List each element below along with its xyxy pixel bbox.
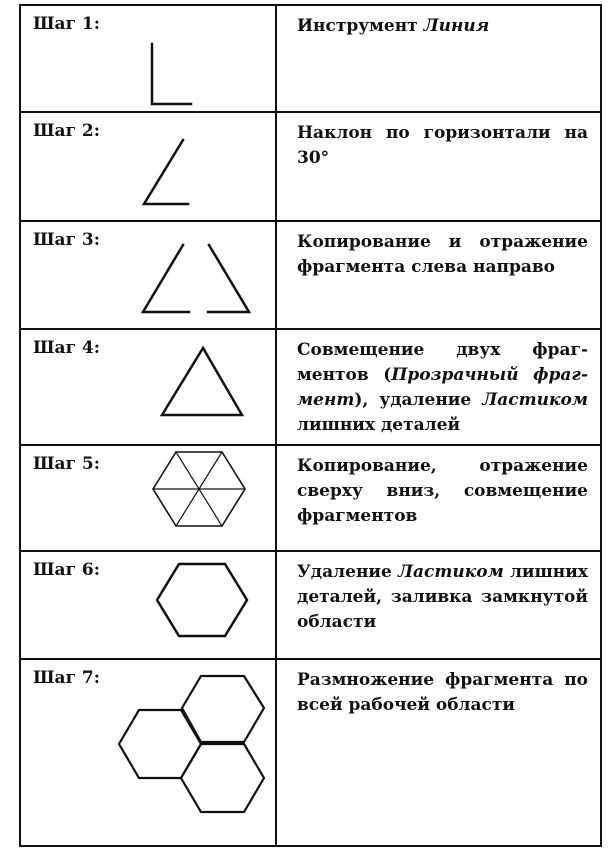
step-desc-2 bbox=[276, 112, 601, 221]
description-text: Копирование, отражение сверху вниз, совмещение фрагментов bbox=[297, 456, 588, 526]
description-text: Инструмент bbox=[297, 16, 424, 36]
hexagon-with-triangles-figure bbox=[21, 446, 275, 552]
step-row-1 bbox=[20, 5, 601, 112]
step-desc-6 bbox=[276, 551, 601, 659]
italic-term: Прозрачный фрагмент bbox=[297, 365, 588, 410]
step-row-7 bbox=[20, 659, 601, 846]
step-figure-cell-1 bbox=[20, 5, 276, 112]
step-label-7: Шаг 7: bbox=[33, 668, 101, 688]
step-desc-3 bbox=[276, 221, 601, 329]
description-text: Размножение фрагмента по всей рабочей области bbox=[297, 670, 588, 715]
steps-table bbox=[19, 4, 602, 847]
step-label-1: Шаг 1: bbox=[33, 14, 101, 34]
step-figure-cell-3 bbox=[20, 221, 276, 329]
step-figure-cell-7 bbox=[20, 659, 276, 846]
step-desc-1 bbox=[276, 5, 601, 112]
step-label-5: Шаг 5: bbox=[33, 454, 101, 474]
hexagon-figure bbox=[21, 552, 275, 660]
step-row-5 bbox=[20, 445, 601, 551]
step-label-6: Шаг 6: bbox=[33, 560, 101, 580]
tilted-line-figure bbox=[21, 113, 275, 222]
description-text: Удаление bbox=[297, 562, 398, 582]
description-text: Наклон по горизонтали на 30° bbox=[297, 123, 588, 168]
step-label-2: Шаг 2: bbox=[33, 121, 101, 141]
italic-term: Ластиком bbox=[398, 562, 504, 582]
step-label-4: Шаг 4: bbox=[33, 338, 101, 358]
step-figure-cell-2 bbox=[20, 112, 276, 221]
step-figure-cell-4 bbox=[20, 329, 276, 445]
description-text: лишних деталей, заливка замкнутой области bbox=[297, 562, 588, 632]
description-text: Копирование и отражение фрагмента слева направо bbox=[297, 232, 588, 277]
step-desc-4 bbox=[276, 329, 601, 445]
step-row-4 bbox=[20, 329, 601, 445]
step-desc-7 bbox=[276, 659, 601, 846]
step-desc-5 bbox=[276, 445, 601, 551]
italic-term: Ластиком bbox=[482, 390, 588, 410]
step-row-3 bbox=[20, 221, 601, 329]
step-row-6 bbox=[20, 551, 601, 659]
step-figure-cell-6 bbox=[20, 551, 276, 659]
hexagon-tiling-figure bbox=[21, 660, 275, 847]
line-tool-figure bbox=[21, 6, 275, 113]
step-row-2 bbox=[20, 112, 601, 221]
description-text: Совмещение двух фрагментов ( bbox=[297, 340, 588, 385]
step-figure-cell-5 bbox=[20, 445, 276, 551]
description-text: лишних деталей bbox=[297, 415, 461, 435]
italic-term: Линия bbox=[423, 16, 490, 36]
description-text: ), удаление bbox=[354, 390, 483, 410]
mirrored-lines-figure bbox=[21, 222, 275, 330]
step-label-3: Шаг 3: bbox=[33, 230, 101, 250]
triangle-figure bbox=[21, 330, 275, 441]
